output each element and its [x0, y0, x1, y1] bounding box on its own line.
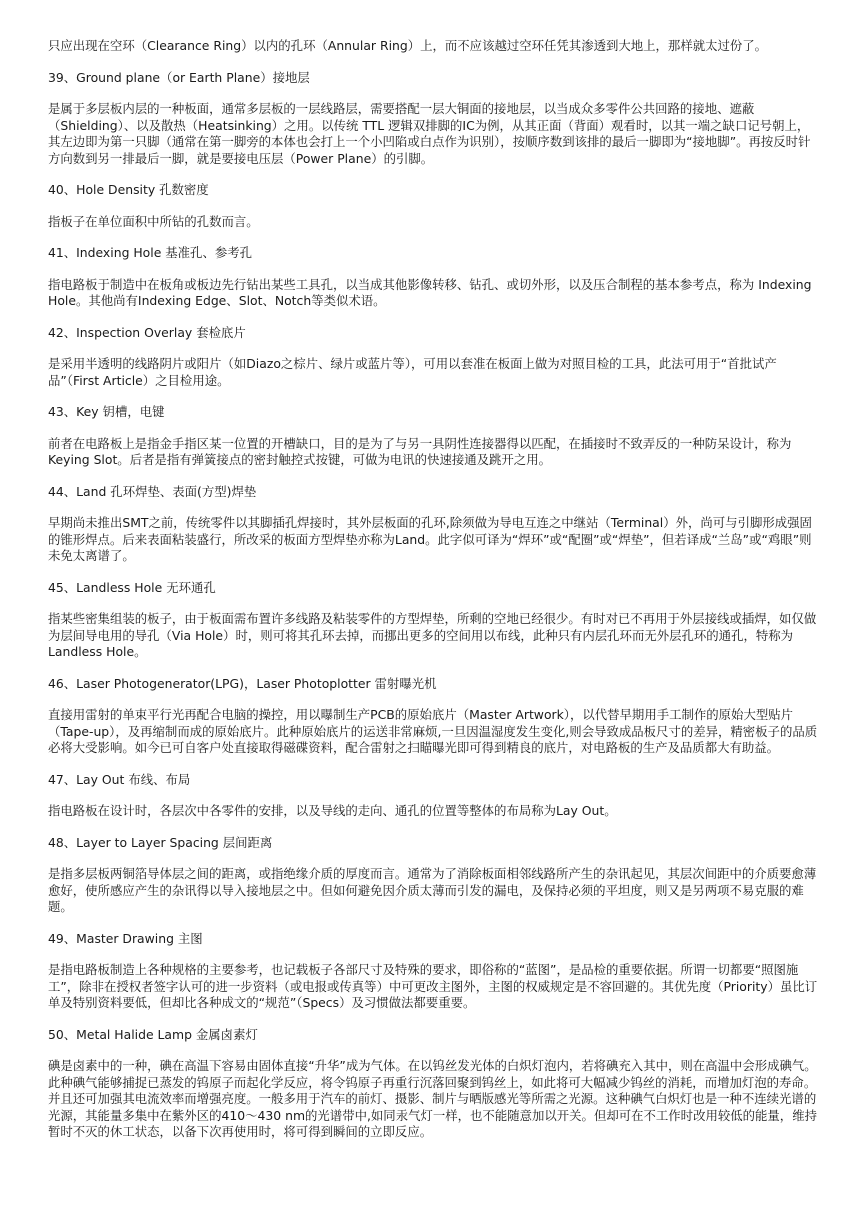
- term-heading: 39、Ground plane（or Earth Plane）接地层: [48, 69, 310, 85]
- paragraph: 是指多层板两铜箔导体层之间的距离，或指绝缘介质的厚度而言。通常为了消除板面相邻线路所产生的杂讯起见，其层次间距中的介质要愈薄愈好，使所感应产生的杂讯得以导入接地层之中。但如何避免因介质太薄而引发的漏电，及保持必须的平坦度，则又是另两项不易克服的难题。: [48, 866, 817, 914]
- paragraph: 是属于多层板内层的一种板面，通常多层板的一层线路层，需要搭配一层大铜面的接地层，以当成众多零件公共回路的接地、遮蔽（Shielding）、以及散热（Heatsinking）之用。以传统 TTL 逻辑双排脚的IC为例，从其正面（背面）观看时，以其一端之缺口记号朝上，其左边即为第一只脚（通常在第一脚旁的本体也会打上一个小凹陷或白点作为识别），按顺序数到该排的最后一脚即为“接地脚”。再按反时针方向数到另一排最后一脚，就是要接电压层（Power Plane）的引脚。: [48, 101, 811, 166]
- paragraph: 只应出现在空环（Clearance Ring）以内的孔环（Annular Ring）上，而不应该越过空环任凭其渗透到大地上，那样就太过份了。: [48, 38, 768, 53]
- paragraph: 直接用雷射的单束平行光再配合电脑的操控，用以曝制生产PCB的原始底片（Master Artwork），以代替早期用手工制作的原始大型贴片（Tape-up），及再缩制而成的原始底片。此种原始底片的运送非常麻烦,一旦因温湿度发生变化,则会导致成品板尺寸的差异，精密板子的品质必将大受影响。如今已可自客户处直接取得磁碟资料，配合雷射之扫瞄曝光即可得到精良的底片，对电路板的生产及品质都大有助益。: [48, 707, 818, 755]
- paragraph: 指板子在单位面积中所钻的孔数而言。: [48, 213, 259, 229]
- term-heading: 45、Landless Hole 无环通孔: [48, 579, 216, 595]
- term-heading: 47、Lay Out 布线、布局: [48, 771, 191, 787]
- term-heading: 40、Hole Density 孔数密度: [48, 182, 209, 197]
- term-heading: 46、Laser Photogenerator(LPG)，Laser Photoplotter 雷射曝光机: [48, 675, 437, 691]
- term-heading: 50、Metal Halide Lamp 金属卤素灯: [48, 1026, 258, 1042]
- paragraph: 是指电路板制造上各种规格的主要参考，也记载板子各部尺寸及特殊的要求，即俗称的“蓝图”，是品检的重要依据。所谓一切都要“照图施工”，除非在授权者签字认可的进一步资料（或电报或传真等）中可更改主图外，主图的权威规定是不容回避的。其优先度（Priority）虽比订单及特别资料要低，但却比各种成文的“规范”（Specs）及习惯做法都要重要。: [48, 962, 818, 1010]
- term-heading: 42、Inspection Overlay 套检底片: [48, 324, 246, 340]
- paragraph: 指电路板于制造中在板角或板边先行钻出某些工具孔，以当成其他影像转移、钻孔、或切外形，以及压合制程的基本参考点，称为 Indexing Hole。其他尚有Indexing Edge、Slot、Notch等类似术语。: [48, 276, 812, 308]
- term-heading: 43、Key 钥槽，电键: [48, 404, 165, 419]
- paragraph: 早期尚未推出SMT之前，传统零件以其脚插孔焊接时，其外层板面的孔环,除须做为导电互连之中继站（Terminal）外，尚可与引脚形成强固的锥形焊点。后来表面粘装盛行，所改采的板面方型焊垫亦称为Land。此字似可译为“焊环”或“配圈”或“焊垫”，但若译成“兰岛”或“鸡眼”则未免太离谱了。: [48, 515, 812, 563]
- term-heading: 41、Indexing Hole 基准孔、参考孔: [48, 245, 253, 260]
- paragraph: 是采用半透明的线路阴片或阳片（如Diazo之棕片、绿片或蓝片等），可用以套准在板面上做为对照目检的工具，此法可用于“首批试产品”（First Article）之目检用途。: [48, 356, 777, 388]
- term-heading: 44、Land 孔环焊垫、表面(方型)焊垫: [48, 483, 257, 499]
- paragraph: 碘是卤素中的一种，碘在高温下容易由固体直接“升华”成为气体。在以钨丝发光体的白炽灯泡内，若将碘充入其中，则在高温中会形成碘气。此种碘气能够捕捉已蒸发的钨原子而起化学反应，将令钨原子再重行沉落回聚到钨丝上，如此将可大幅减少钨丝的消耗，而增加灯泡的寿命。并且还可加强其电流效率而增强亮度。一般多用于汽车的前灯、摄影、制片与晒版感光等所需之光源。这种碘气白炽灯也是一种不连续光谱的光源，其能量多集中在紫外区的410～430 nm的光谱带中,如同汞气灯一样，也不能随意加以开关。但却可在不工作时改用较低的能量，维持暂时不灭的休工状态，以备下次再使用时，将可得到瞬间的立即反应。: [48, 1058, 817, 1139]
- term-heading: 48、Layer to Layer Spacing 层间距离: [48, 834, 273, 850]
- paragraph: 前者在电路板上是指金手指区某一位置的开槽缺口，目的是为了与另一具阴性连接器得以匹配，在插接时不致弄反的一种防呆设计，称为Keying Slot。后者是指有弹簧接点的密封触控式按键，可做为电讯的快速接通及跳开之用。: [48, 435, 792, 467]
- paragraph: 指电路板在设计时，各层次中各零件的安排，以及导线的走向、通孔的位置等整体的布局称为Lay Out。: [48, 803, 617, 818]
- paragraph: 指某些密集组装的板子，由于板面需布置许多线路及粘装零件的方型焊垫，所剩的空地已经很少。有时对已不再用于外层接线或插焊，如仅做为层间导电用的导孔（Via Hole）时，则可将其孔环去掉，而挪出更多的空间用以布线，此种只有内层孔环而无外层孔环的通孔，特称为Landless Hole。: [48, 611, 817, 659]
- term-heading: 49、Master Drawing 主图: [48, 930, 203, 946]
